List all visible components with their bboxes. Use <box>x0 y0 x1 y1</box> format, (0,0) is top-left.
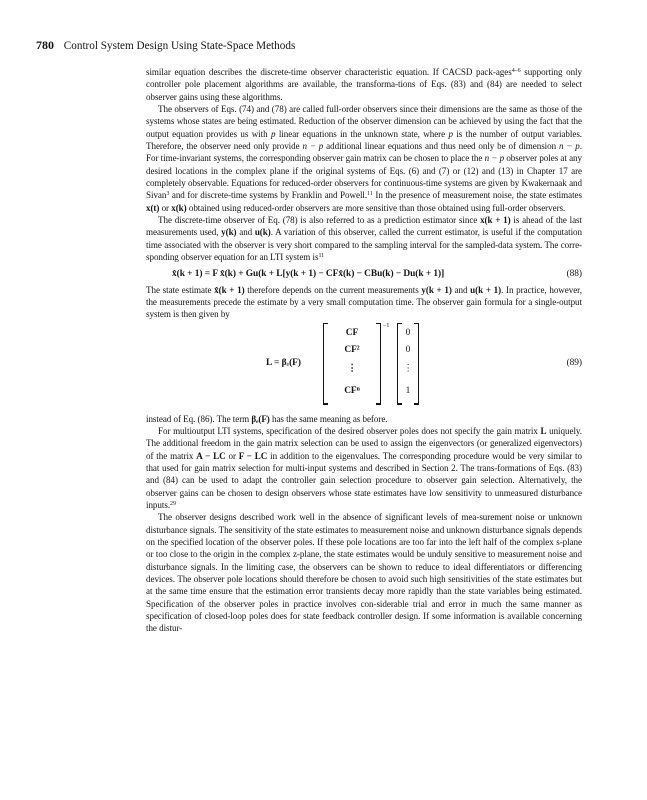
running-title: Control System Design Using State-Space Methods <box>63 40 296 52</box>
matrix-cell: ⋮ <box>347 363 357 374</box>
equation-89-lhs: $L = \beta_e(F)$ <box>266 357 301 368</box>
vector-cell: 0 <box>405 344 411 355</box>
unit-vector <box>397 323 419 405</box>
inverse-superscript: −1 <box>383 322 390 329</box>
paragraph-5: instead of Eq. (86). The term βₑ(F) has the same meaning as before. <box>146 413 388 424</box>
vector-cell: 1 <box>405 385 411 396</box>
observability-matrix <box>323 323 381 405</box>
paragraph-4: The state estimate x̂(k + 1) therefore depends on the current measurements y(k + 1) and u(k + 1). In practice, however, the measurements precede the estimate by a very small computation time. The observer gain formula for a single-output system is then given by <box>146 284 582 320</box>
paragraph-1: similar equation describes the discrete-time observer characteristic equation. If CACSD pack-ages$^{4-6}$ supporting only controller pole placement algorithms are available, the transforma-tions of Eqs. (83) and (84) are needed to select observer gains using these algorithms. <box>146 67 582 102</box>
equation-89-number: (89) <box>566 357 582 368</box>
paragraph-7: The observer designs described work well in the absence of significant levels of mea-surement noise or unknown disturbance signals. The sensitivity of the state estimates to measurement noise and unknown disturbance signals depends on the specified location of the observer poles. If these pole locations are too far into the left half of the complex s-plane or too close to the origin in the complex z-plane, the state estimates would be unduly sensitive to measurement noise and disturbance signals. In the limiting case, the observers can be shown to reduce to ideal differentiators or differencing devices. The observer pole locations should therefore be chosen to avoid such high sensitivities of the state estimates but at the same time ensure that the estimation error transients decay more rapidly than the state variables being estimated. Specification of the observer poles in practice involves con-siderable trial and error in much the same manner as specification of closed-loop poles does for state feedback controller design. If some information is available concerning the distur- <box>146 512 582 634</box>
paragraph-6: For multioutput LTI systems, specification of the desired observer poles does not specify the gain matrix L uniquely. The additional freedom in the gain matrix selection can be used to assign the eigenvectors (or generalized eigenvectors) of the matrix A − LC or F − LC in addition to the eigenvalues. The corresponding procedure would be very similar to that used for gain matrix selection for multi-input systems and described in Section 2. The trans-formations of Eqs. (83) and (84) can be used to adapt the controller gain selection procedure to observer gain selection. Alternatively, the observer gains can be chosen to design observers whose state estimates have low sensitivity to unmeasured disturbance inputs.$^{29}$ <box>146 425 582 510</box>
matrix-cell: CFⁿ <box>344 385 360 396</box>
vector-cell: 0 <box>405 327 411 338</box>
matrix-cell: CF <box>345 327 359 338</box>
equation-88-number: (88) <box>566 268 582 279</box>
page-number: 780 <box>36 38 54 52</box>
running-header <box>36 38 295 53</box>
equation-89 <box>146 323 582 409</box>
paragraph-3: The discrete-time observer of Eq. (78) is also referred to as a prediction estimator since x(k + 1) is ahead of the last measurements used, y(k) and u(k). A variation of this observer, called the current estimator, is useful if the computation time associated with the observer is very short compared to the sampling interval for the sampled-data system. The corre-sponding observer equation for an LTI system $is^{11}$ <box>146 215 582 263</box>
paragraph-2: The observers of Eqs. (74) and (78) are called full-order observers since their dimensions are the same as those of the systems whose states are being estimated. Reduction of the observer dimension can be achieved by using the fact that the output equation provides us with p linear equations in the unknown state, where p is the number of output variables. Therefore, the observer need only provide n − p additional linear equations and thus need only be of dimension n − p. For time-invariant systems, the corresponding observer gain matrix can be chosen to place the n − p observer poles at any desired locations in the complex plane if the original systems of Eqs. (6) and (7) or (12) and (13) in Chapter 17 are completely observable. Equations for reduced-order observers for continuous-time systems are given by Kwakernaak and Sivan$^3$ and for discrete-time systems by Franklin and Powell.$^{11}$ In the presence of measurement noise, the state estimates x(t) or x(k) obtained using reduced-order observers are more sensitive than those obtained using full-order observers. <box>146 104 583 213</box>
vector-cell: ⋮ <box>403 363 413 374</box>
page-body <box>146 66 582 635</box>
equation-88-expression: x̂(k + 1) = F x̂(k) + Gu(k + L[y(k + 1) − CFx̂(k) − CBu(k) − Du(k + 1)] <box>172 268 445 279</box>
equation-88 <box>146 266 582 283</box>
matrix-cell: CF² <box>344 344 360 355</box>
